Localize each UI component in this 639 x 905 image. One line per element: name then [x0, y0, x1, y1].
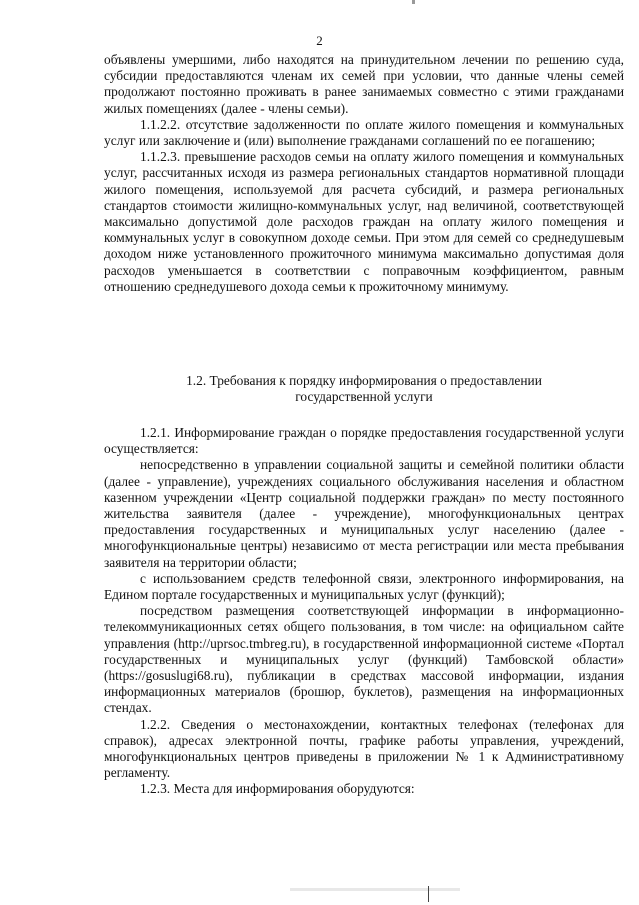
paragraph-1-2-2: 1.2.2. Сведения о местонахождении, контактных телефонах (телефонах для справок), адресах электронной почты, графике работы управления, учреждений, многофункциональных центров приведены в приложении № 1 к Административному регламенту. — [104, 716, 624, 781]
paragraph-1-2-3: 1.2.3. Места для информирования оборудуются: — [140, 781, 415, 797]
section-heading-line2: государственной услуги — [295, 389, 433, 405]
paragraph-phone-informing: с использованием средств телефонной связи, электронного информирования, на Едином портале государственных и муниципальных услуг (функций); — [104, 570, 624, 603]
paragraph-placement-informing: посредством размещения соответствующей информации в информационно-телекоммуникационных сетях общего пользования, в том числе: на официальном сайте управления (http://uprsoc.tmbreg.ru), в государственной информационной системе «Портал государственных и муниципальных услуг (функций) Тамбовской области» (https://gosuslugi68.ru), публикации в средствах массовой информации, издания информационных материалов (брошюр, буклетов), размещения на информационных стендах. — [104, 603, 624, 716]
paragraph-1-1-2-2: 1.1.2.2. отсутствие задолженности по оплате жилого помещения и коммунальных услуг или заключение и (или) выполнение гражданами соглашений по ее погашению; — [104, 116, 624, 149]
text-block-criteria — [104, 52, 624, 295]
intro-paragraph: объявлены умершими, либо находятся на принудительном лечении по решению суда, субсидии предоставляются членам их семей при условии, что данные члены семей продолжают постоянно проживать в ранее занимаемых совместно с этими гражданами жилых помещениях (далее - члены семьи). — [104, 52, 624, 116]
page-number: 2 — [316, 33, 323, 48]
paragraph-1-1-2-3: 1.1.2.3. превышение расходов семьи на оплату жилого помещения и коммунальных услуг, рассчитанных исходя из размера региональных стандартов нормативной площади жилого помещения, используемой для расчета субсидий, и размера региональных стандартов стоимости жилищно-коммунальных услуг, над величиной, соответствующей максимально допустимой доле расходов граждан на оплату жилого помещения и коммунальных услуг в совокупном доходе семьи. При этом для семей со среднедушевым доходом ниже установленного прожиточного минимума максимально допустимая доля расходов уменьшается в соответствии с поправочным коэффициентом, равным отношению среднедушевого дохода семьи к прожиточному минимуму. — [104, 149, 624, 294]
paragraph-1-2-1: 1.2.1. Информирование граждан о порядке предоставления государственной услуги осуществляется: — [104, 425, 624, 457]
text-block-informing — [104, 425, 624, 798]
section-heading — [104, 373, 624, 405]
scan-artifact-bottom — [428, 886, 429, 902]
paragraph-direct-informing: непосредственно в управлении социальной защиты и семейной политики области (далее - управление), учреждениях социального обслуживания населения и областном казенном учреждении «Центр социальной поддержки граждан» по месту постоянного жительства заявителя (далее - учреждение), многофункциональных центрах предоставления государственных и муниципальных услуг населению (далее - многофункциональные центры) независимо от места регистрации или места пребывания заявителя на территории области; — [104, 457, 624, 570]
scan-artifact-top — [412, 0, 415, 4]
section-heading-line1: 1.2. Требования к порядку информирования о предоставлении — [186, 373, 542, 388]
scan-artifact-smudge — [290, 888, 460, 891]
